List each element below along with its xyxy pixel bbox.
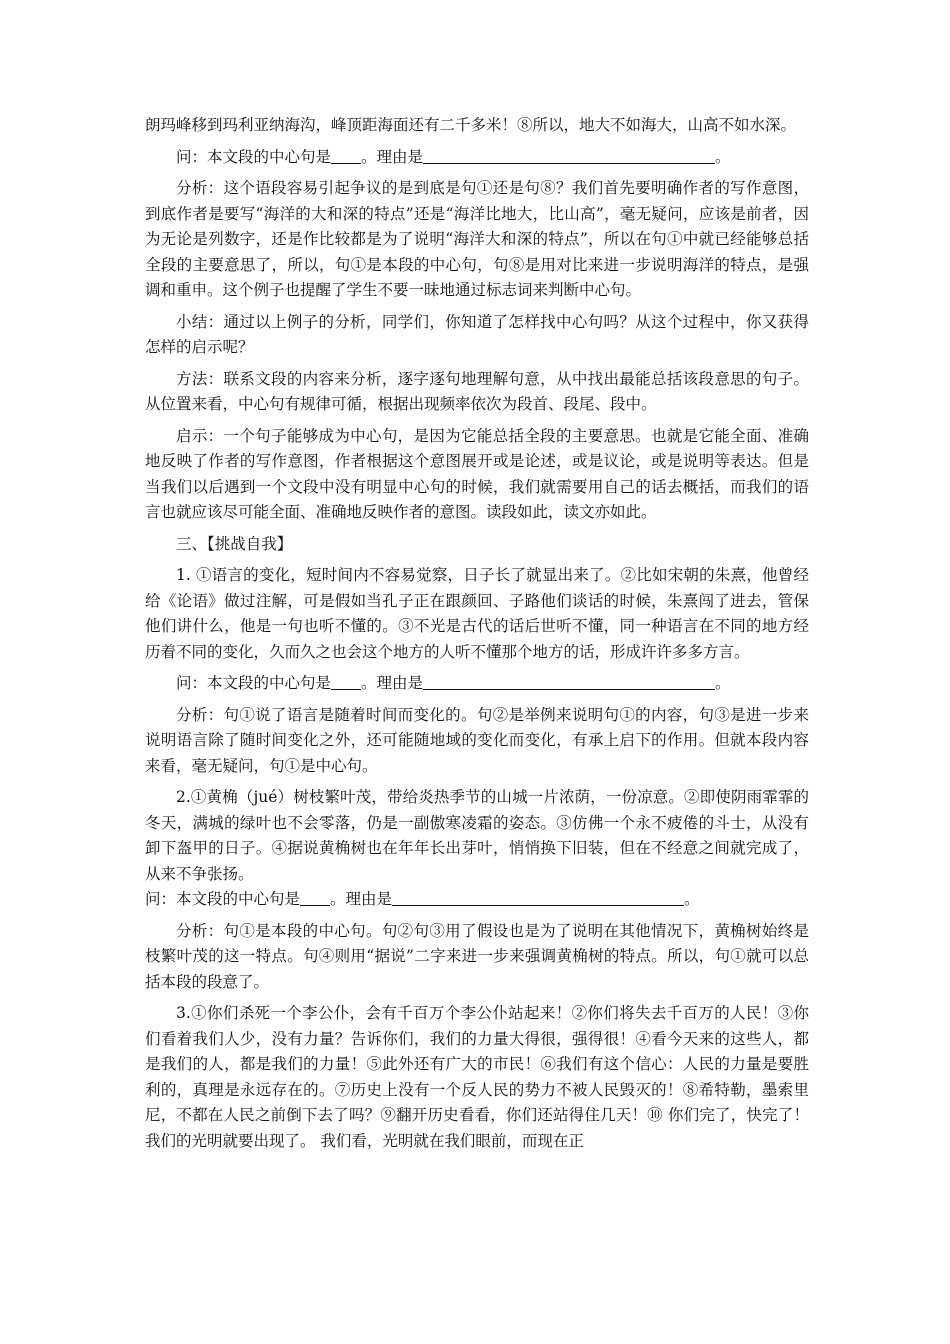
exercise-1: 1. ①语言的变化，短时间内不容易觉察，日子长了就显出来了。②比如宋朝的朱熹，他曾经给《论语》做过注解，可是假如当孔子正在跟颜回、子路他们谈话的时候，朱熹闯了进去，管保他们讲什么，他是一句也听不懂的。③不光是古代的话后世听不懂，同一种语言在不同的地方经历着不同的变化，久而久之也会这个地方的人听不懂那个地方的话，形成许许多多方言。: [145, 566, 809, 661]
question-prefix: 问：本文段的中心句是: [145, 890, 301, 908]
question-prefix: 问：本文段的中心句是: [176, 147, 332, 166]
reason-blank[interactable]: [423, 149, 715, 164]
question-1: [145, 145, 809, 171]
question-suffix: 。: [684, 890, 700, 908]
document-body: [145, 113, 809, 1154]
exercise-3: 3.①你们杀死一个李公仆，会有千百万个李公仆站起来！②你们将失去千百万的人民！③你们看着我们人少，没有力量？告诉你们，我们的力量大得很，强得很！④看今天来的这些人，都是我们的人，都是我们的力量！⑤此外还有广大的市民！⑥我们有这个信心：人民的力量是要胜利的，真理是永远存在的。⑦历史上没有一个反人民的势力不被人民毁灭的！⑧希特勒，墨索里尼，不都在人民之前倒下去了吗？⑨翻开历史看看，你们还站得住几天！⑩ 你们完了，快完了！ 我们的光明就要出现了。 我们看，光明就在我们眼前，而现在正: [145, 1004, 809, 1150]
summary-paragraph: 小结：通过以上例子的分析，同学们，你知道了怎样找中心句吗？从这个过程中，你又获得怎样的启示呢？: [145, 312, 809, 356]
analysis-1: 分析：这个语段容易引起争议的是到底是句①还是句⑧？我们首先要明确作者的写作意图，到底作者是要写“海洋的大和深的特点”还是“海洋比地大，比山高”，毫无疑问，应该是前者，因为无论是列数字，还是作比较都是为了说明“海洋大和深的特点”，所以在句①中就已经能够总括全段的主要意思了，所以，句①是本段的中心句，句⑧是用对比来进一步说明海洋的特点，是强调和重申。这个例子也提醒了学生不要一昧地通过标志词来判断中心句。: [145, 179, 809, 299]
analysis-2: 分析：句①说了语言是随着时间而变化的。句②是举例来说明句①的内容，句③是进一步来说明语言除了随时间变化之外，还可能随地域的变化而变化，有承上启下的作用。但就本段内容来看，毫无疑问，句①是中心句。: [145, 705, 809, 775]
analysis-3: 分析：句①是本段的中心句。句②句③用了假设也是为了说明在其他情况下，黄桷树始终是枝繁叶茂的这一特点。句④则用“据说”二字来进一步来强调黄桷树的特点。所以，句①就可以总括本段的段意了。: [145, 921, 809, 991]
insight-paragraph: 启示：一个句子能够成为中心句，是因为它能总括全段的主要意思。也就是它能全面、准确地反映了作者的写作意图，作者根据这个意图展开或是论述，或是议论，或是说明等表达。但是当我们以后遇到一个文段中没有明显中心句的时候，我们就需要用自己的话去概括，而我们的语言也就应该尽可能全面、准确地反映作者的意图。读段如此，读文亦如此。: [145, 426, 809, 521]
question-3: [145, 887, 809, 913]
section-heading: 三、【挑战自我】: [176, 534, 293, 553]
question-suffix: 。: [715, 674, 731, 692]
question-mid: 。理由是: [361, 674, 424, 692]
answer-blank[interactable]: [300, 891, 330, 906]
exercise-2: 2.①黄桷（jué）树枝繁叶茂，带给炎热季节的山城一片浓荫，一份凉意。②即使阴雨霏霏的冬天，满城的绿叶也不会零落，仍是一副傲寒凌霜的姿态。③仿佛一个永不疲倦的斗士，从没有卸下盔甲的日子。④据说黄桷树也在年年长出芽叶，悄悄换下旧装，但在不经意之间就完成了，从来不争张扬。: [145, 788, 809, 883]
question-prefix: 问：本文段的中心句是: [176, 674, 332, 692]
reason-blank[interactable]: [392, 891, 684, 906]
paragraph-continuation: 朗玛峰移到玛利亚纳海沟，峰顶距海面还有二千多米！⑧所以，地大不如海大，山高不如水深。: [145, 116, 797, 134]
question-mid: 。理由是: [361, 147, 424, 166]
reason-blank[interactable]: [423, 675, 715, 690]
question-2: [145, 671, 809, 697]
answer-blank[interactable]: [331, 149, 361, 164]
question-mid: 。理由是: [330, 890, 393, 908]
method-paragraph: 方法：联系文段的内容来分析，逐字逐句地理解句意，从中找出最能总括该段意思的句子。从位置来看，中心句有规律可循，根据出现频率依次为段首、段尾、段中。: [145, 369, 809, 413]
question-suffix: 。: [715, 147, 731, 166]
answer-blank[interactable]: [331, 675, 361, 690]
